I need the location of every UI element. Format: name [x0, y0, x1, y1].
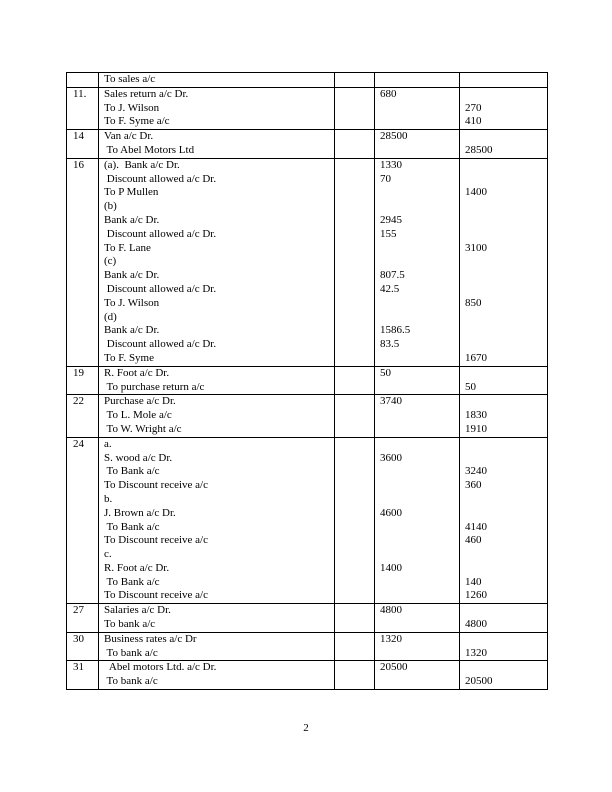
entry-ledger-folio [335, 437, 375, 604]
entry-ledger-folio [335, 158, 375, 366]
entry-particulars [99, 130, 335, 159]
credit-amount: 1260 [465, 589, 487, 602]
particulars-line: Business rates a/c Dr [104, 632, 197, 645]
entry-debit-amounts [375, 661, 460, 690]
credit-amount [465, 283, 547, 297]
entry-ledger-folio [335, 73, 375, 88]
entry-credit-amounts [460, 604, 548, 633]
entry-debit-amounts [375, 130, 460, 159]
journal-entry-row [67, 604, 548, 633]
debit-amount [380, 186, 459, 200]
journal-entry-row [67, 158, 548, 366]
debit-amount [380, 647, 459, 661]
entry-ledger-folio [335, 130, 375, 159]
debit-amount [380, 675, 459, 689]
debit-amount [380, 311, 459, 325]
particulars-line: To L. Mole a/c [104, 409, 172, 422]
entry-credit-amounts [460, 366, 548, 395]
debit-amount: 50 [380, 366, 391, 379]
particulars-line: Sales return a/c Dr. [104, 87, 189, 100]
particulars-line: a. [104, 437, 112, 450]
particulars-line: S. wood a/c Dr. [104, 451, 173, 464]
particulars-line: To bank a/c [104, 618, 156, 631]
debit-amount [380, 73, 459, 87]
credit-amount: 360 [465, 479, 482, 492]
entry-particulars [99, 395, 335, 437]
debit-amount: 3600 [380, 451, 402, 464]
entry-credit-amounts [460, 661, 548, 690]
entry-particulars [99, 604, 335, 633]
credit-amount [465, 562, 547, 576]
journal-table [66, 72, 548, 690]
entry-debit-amounts [375, 87, 460, 129]
debit-amount [380, 381, 459, 395]
debit-amount [380, 102, 459, 116]
entry-particulars [99, 73, 335, 88]
journal-entry-row [67, 87, 548, 129]
debit-amount [380, 409, 459, 423]
particulars-line: Discount allowed a/c Dr. [104, 227, 217, 240]
credit-amount [465, 395, 547, 409]
debit-amount: 1586.5 [380, 324, 411, 337]
entry-ledger-folio [335, 604, 375, 633]
entry-date: 27 [67, 604, 99, 633]
entry-date: 19 [67, 366, 99, 395]
debit-amount: 70 [380, 172, 391, 185]
credit-amount [465, 200, 547, 214]
entry-date: 24 [67, 437, 99, 604]
credit-amount: 1320 [465, 646, 487, 659]
credit-amount [465, 507, 547, 521]
debit-amount [380, 465, 459, 479]
debit-amount: 28500 [380, 130, 408, 143]
particulars-line: To J. Wilson [104, 296, 160, 309]
entry-date: 30 [67, 632, 99, 661]
particulars-line: Van a/c Dr. [104, 130, 154, 143]
particulars-line: To Bank a/c [104, 520, 160, 533]
entry-debit-amounts [375, 73, 460, 88]
entry-credit-amounts [460, 73, 548, 88]
entry-particulars [99, 87, 335, 129]
journal-entry-row [67, 437, 548, 604]
credit-amount: 3100 [465, 241, 487, 254]
entry-particulars [99, 437, 335, 604]
debit-amount [380, 589, 459, 603]
debit-amount [380, 618, 459, 632]
credit-amount [465, 661, 547, 675]
entry-ledger-folio [335, 661, 375, 690]
particulars-line: To F. Syme a/c [104, 115, 170, 128]
debit-amount [380, 297, 459, 311]
credit-amount [465, 228, 547, 242]
credit-amount [465, 338, 547, 352]
debit-amount: 42.5 [380, 282, 400, 295]
debit-amount [380, 255, 459, 269]
entry-date [67, 73, 99, 88]
particulars-line: Discount allowed a/c Dr. [104, 282, 217, 295]
debit-amount [380, 115, 459, 129]
page-number: 2 [303, 722, 309, 734]
particulars-line: (d) [104, 310, 117, 323]
entry-debit-amounts [375, 632, 460, 661]
particulars-line: (b) [104, 200, 117, 213]
credit-amount [465, 311, 547, 325]
particulars-line: To Discount receive a/c [104, 479, 208, 492]
debit-amount: 83.5 [380, 338, 400, 351]
entry-date: 14 [67, 130, 99, 159]
particulars-line: Discount allowed a/c Dr. [104, 172, 217, 185]
particulars-line: Bank a/c Dr. [104, 324, 160, 337]
credit-amount [465, 548, 547, 562]
debit-amount [380, 352, 459, 366]
credit-amount [465, 214, 547, 228]
particulars-line: J. Brown a/c Dr. [104, 506, 176, 519]
credit-amount: 28500 [465, 143, 493, 156]
particulars-line: c. [104, 548, 112, 561]
credit-amount: 4140 [465, 520, 487, 533]
entry-credit-amounts [460, 395, 548, 437]
particulars-line: To Discount receive a/c [104, 534, 208, 547]
debit-amount [380, 548, 459, 562]
credit-amount [465, 367, 547, 381]
debit-amount [380, 493, 459, 507]
credit-amount [465, 255, 547, 269]
debit-amount [380, 242, 459, 256]
credit-amount [465, 604, 547, 618]
entry-particulars [99, 366, 335, 395]
particulars-line: To Discount receive a/c [104, 589, 208, 602]
entry-credit-amounts [460, 437, 548, 604]
credit-amount: 20500 [465, 675, 493, 688]
credit-amount [465, 324, 547, 338]
credit-amount: 4800 [465, 618, 487, 631]
debit-amount: 155 [380, 227, 397, 240]
particulars-line: To sales a/c [104, 73, 156, 85]
credit-amount: 1910 [465, 422, 487, 435]
journal-entry-row [67, 661, 548, 690]
debit-amount [380, 521, 459, 535]
credit-amount: 3240 [465, 465, 487, 478]
particulars-line: b. [104, 492, 113, 505]
entry-ledger-folio [335, 366, 375, 395]
journal-entry-row [67, 366, 548, 395]
credit-amount: 410 [465, 115, 482, 128]
entry-debit-amounts [375, 366, 460, 395]
entry-ledger-folio [335, 87, 375, 129]
particulars-line: To F. Syme [104, 351, 154, 364]
debit-amount: 4600 [380, 506, 402, 519]
debit-amount [380, 144, 459, 158]
particulars-line: (a). Bank a/c Dr. [104, 158, 180, 171]
entry-credit-amounts [460, 130, 548, 159]
journal-entry-row [67, 73, 548, 88]
entry-debit-amounts [375, 395, 460, 437]
entry-debit-amounts [375, 158, 460, 366]
entry-credit-amounts [460, 87, 548, 129]
particulars-line: To W. Wright a/c [104, 422, 182, 435]
debit-amount: 20500 [380, 661, 408, 674]
credit-amount [465, 452, 547, 466]
journal-entry-row [67, 632, 548, 661]
particulars-line: To J. Wilson [104, 101, 160, 114]
entry-particulars [99, 661, 335, 690]
particulars-line: To purchase return a/c [104, 380, 205, 393]
credit-amount: 140 [465, 575, 482, 588]
particulars-line: Purchase a/c Dr. [104, 395, 176, 408]
particulars-line: To F. Lane [104, 241, 151, 254]
credit-amount: 1670 [465, 351, 487, 364]
credit-amount [465, 173, 547, 187]
credit-amount [465, 159, 547, 173]
credit-amount [465, 438, 547, 452]
credit-amount: 850 [465, 296, 482, 309]
debit-amount: 2945 [380, 213, 402, 226]
credit-amount [465, 88, 547, 102]
journal-entry-row [67, 130, 548, 159]
particulars-line: To Bank a/c [104, 465, 160, 478]
debit-amount [380, 576, 459, 590]
entry-debit-amounts [375, 604, 460, 633]
debit-amount: 3740 [380, 395, 402, 408]
debit-amount: 1330 [380, 158, 402, 171]
debit-amount: 1400 [380, 561, 402, 574]
debit-amount [380, 534, 459, 548]
debit-amount [380, 438, 459, 452]
particulars-line: To bank a/c [104, 646, 158, 659]
particulars-line: Discount allowed a/c Dr. [104, 338, 217, 351]
particulars-line: R. Foot a/c Dr. [104, 561, 170, 574]
credit-amount [465, 633, 547, 647]
credit-amount: 1830 [465, 409, 487, 422]
entry-debit-amounts [375, 437, 460, 604]
credit-amount: 460 [465, 534, 482, 547]
credit-amount [465, 493, 547, 507]
entry-particulars [99, 632, 335, 661]
entry-date: 22 [67, 395, 99, 437]
particulars-line: Abel motors Ltd. a/c Dr. [104, 661, 217, 674]
entry-ledger-folio [335, 395, 375, 437]
particulars-line: (c) [104, 255, 117, 268]
entry-date: 11. [67, 87, 99, 129]
debit-amount [380, 200, 459, 214]
journal-body [67, 73, 548, 690]
debit-amount: 807.5 [380, 269, 405, 282]
credit-amount: 1400 [465, 186, 487, 199]
particulars-line: To Abel Motors Ltd [104, 143, 195, 156]
credit-amount: 270 [465, 101, 482, 114]
debit-amount [380, 423, 459, 437]
particulars-line: To P Mullen [104, 186, 159, 199]
particulars-line: Bank a/c Dr. [104, 213, 160, 226]
credit-amount [465, 73, 547, 87]
entry-particulars [99, 158, 335, 366]
credit-amount [465, 130, 547, 144]
particulars-line: To bank a/c [104, 675, 158, 688]
debit-amount [380, 479, 459, 493]
debit-amount: 1320 [380, 632, 402, 645]
particulars-line: To Bank a/c [104, 575, 160, 588]
entry-date: 31 [67, 661, 99, 690]
particulars-line: Salaries a/c Dr. [104, 604, 171, 617]
particulars-line: R. Foot a/c Dr. [104, 366, 170, 379]
entry-credit-amounts [460, 632, 548, 661]
credit-amount [465, 269, 547, 283]
debit-amount: 4800 [380, 604, 402, 617]
credit-amount: 50 [465, 380, 476, 393]
entry-date: 16 [67, 158, 99, 366]
particulars-line: Bank a/c Dr. [104, 269, 160, 282]
journal-entry-row [67, 395, 548, 437]
debit-amount: 680 [380, 87, 397, 100]
entry-credit-amounts [460, 158, 548, 366]
entry-ledger-folio [335, 632, 375, 661]
